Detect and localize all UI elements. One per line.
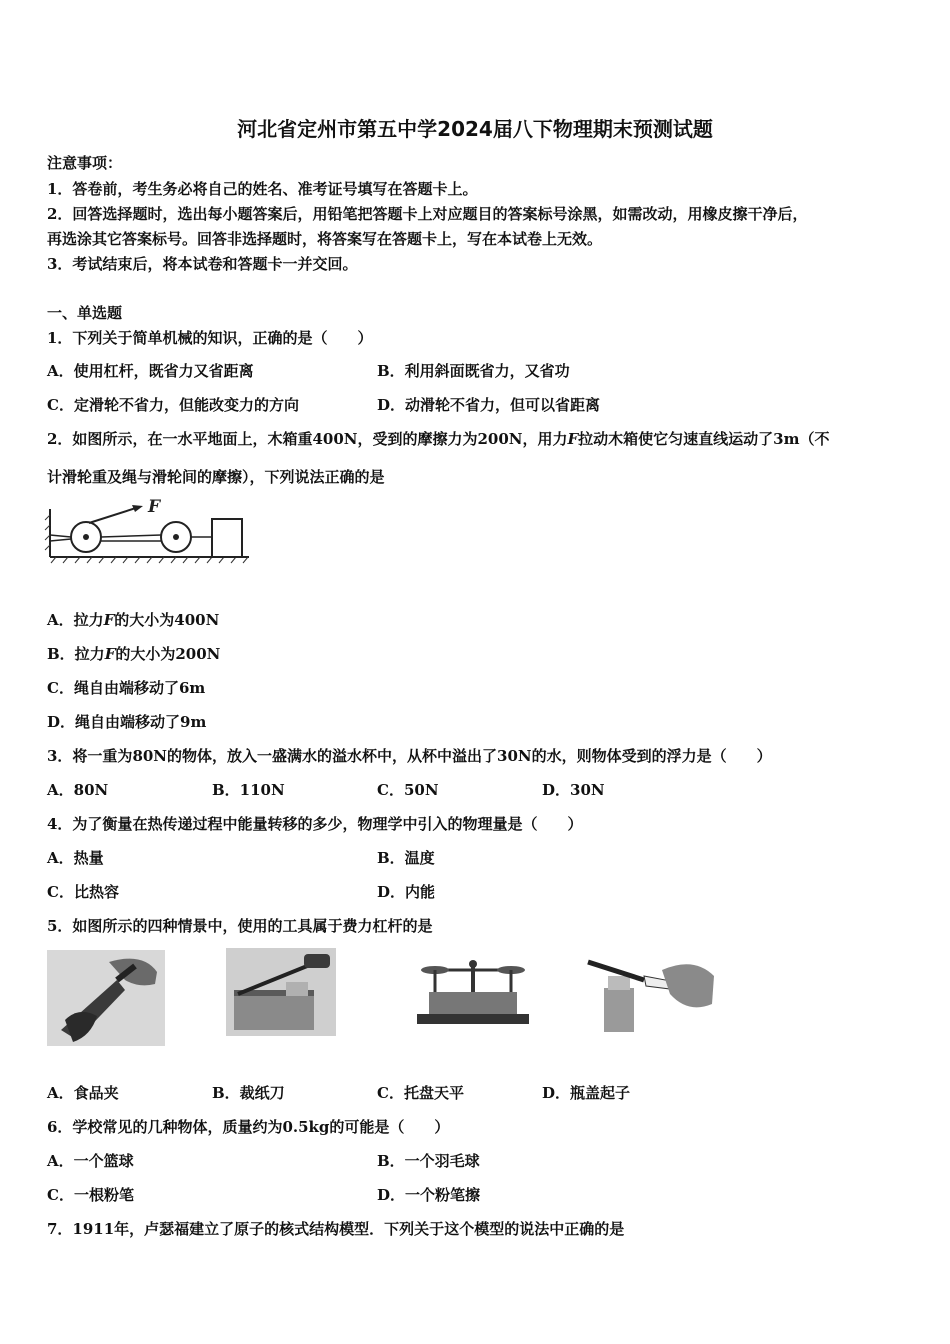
q3-option-a[interactable]: A．80N (47, 781, 109, 799)
food-tongs-image (47, 950, 165, 1046)
q5-option-b[interactable]: B．裁纸刀 (212, 1084, 285, 1102)
q2-option-a-pre: A．拉力 (47, 611, 104, 629)
note-item: 2．回答选择题时，选出每小题答案后，用铅笔把答题卡上对应题目的答案标号涂黑，如需改动，用橡皮擦干净后， (47, 205, 808, 223)
q3-option-b[interactable]: B．110N (212, 781, 285, 799)
q3-option-d[interactable]: D．30N (542, 781, 605, 799)
page-title: 河北省定州市第五中学2024届八下物理期末预测试题 (237, 117, 713, 141)
q2-stem-text: 2．如图所示，在一水平地面上，木箱重400N，受到的摩擦力为200N，用力 (47, 430, 568, 448)
paper-cutter-image (226, 948, 336, 1036)
q4-option-b[interactable]: B．温度 (377, 849, 435, 867)
q2-stem-line2: 计滑轮重及绳与滑轮间的摩擦），下列说法正确的是 (47, 468, 385, 486)
q1-option-b[interactable]: B．利用斜面既省力，又省功 (377, 362, 570, 380)
q2-option-b-f: F (104, 645, 116, 663)
q6-option-c[interactable]: C．一根粉笔 (47, 1186, 134, 1204)
q2-stem-f: F (567, 430, 579, 448)
q6-stem: 6．学校常见的几种物体，质量约为0.5kg的可能是（ ） (47, 1118, 450, 1136)
q2-option-c[interactable]: C．绳自由端移动了6m (47, 679, 206, 697)
q1-option-a[interactable]: A．使用杠杆，既省力又省距离 (47, 362, 254, 380)
q5-option-d[interactable]: D．瓶盖起子 (542, 1084, 631, 1102)
bottle-opener-image (584, 952, 716, 1032)
q2-option-b-post: 的大小为200N (115, 645, 221, 663)
q1-option-c[interactable]: C．定滑轮不省力，但能改变力的方向 (47, 396, 299, 414)
q4-option-d[interactable]: D．内能 (377, 883, 436, 901)
q5-option-c[interactable]: C．托盘天平 (377, 1084, 464, 1102)
q7-stem: 7．1911年，卢瑟福建立了原子的核式结构模型．下列关于这个模型的说法中正确的是 (47, 1220, 625, 1238)
q6-option-b[interactable]: B．一个羽毛球 (377, 1152, 480, 1170)
q4-stem: 4．为了衡量在热传递过程中能量转移的多少，物理学中引入的物理量是（ ） (47, 815, 583, 833)
q3-option-c[interactable]: C．50N (377, 781, 439, 799)
balance-scale-image (413, 956, 533, 1028)
note-item: 1．答卷前，考生务必将自己的姓名、准考证号填写在答题卡上。 (47, 180, 478, 198)
q5-stem: 5．如图所示的四种情景中，使用的工具属于费力杠杆的是 (47, 917, 433, 935)
q2-option-b[interactable] (47, 643, 220, 664)
note-item: 3．考试结束后，将本试卷和答题卡一并交回。 (47, 255, 358, 273)
q6-option-d[interactable]: D．一个粉笔擦 (377, 1186, 481, 1204)
figure-force-label: F (148, 497, 161, 517)
q2-option-d[interactable]: D．绳自由端移动了9m (47, 713, 207, 731)
q5-option-a[interactable]: A．食品夹 (47, 1084, 119, 1102)
section-heading: 一、单选题 (47, 304, 123, 322)
q2-stem-text-end: 拉动木箱使它匀速直线运动了3m（不 (578, 430, 830, 448)
q2-option-b-pre: B．拉力 (47, 645, 105, 663)
q2-option-a-post: 的大小为400N (114, 611, 220, 629)
q4-option-c[interactable]: C．比热容 (47, 883, 119, 901)
q1-stem: 1．下列关于简单机械的知识，正确的是（ ） (47, 329, 373, 347)
note-item: 再选涂其它答案标号。回答非选择题时，将答案写在答题卡上，写在本试卷上无效。 (47, 230, 603, 248)
pulley-figure (44, 495, 254, 567)
q3-stem: 3．将一重为80N的物体，放入一盛满水的溢水杯中，从杯中溢出了30N的水，则物体受到的浮力是（ ） (47, 747, 772, 765)
q4-option-a[interactable]: A．热量 (47, 849, 104, 867)
q1-option-d[interactable]: D．动滑轮不省力，但可以省距离 (377, 396, 601, 414)
q2-option-a-f: F (103, 611, 115, 629)
q2-option-a[interactable] (47, 609, 219, 630)
notes-heading: 注意事项： (47, 154, 123, 172)
q6-option-a[interactable]: A．一个篮球 (47, 1152, 134, 1170)
q2-stem-line1 (47, 428, 829, 449)
